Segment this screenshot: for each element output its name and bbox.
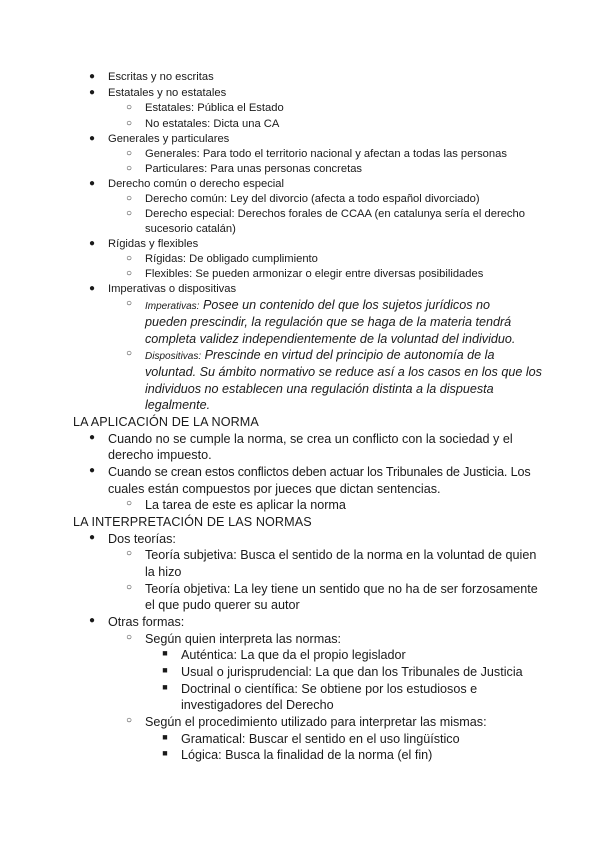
- list-item: ○ La tarea de este es aplicar la norma: [145, 498, 570, 512]
- filled-square-bullet-icon: ■: [162, 732, 168, 742]
- list-item: ○ Generales: Para todo el territorio nacional y afectan a todas las personas: [145, 148, 570, 160]
- filled-square-bullet-icon: ■: [162, 665, 168, 675]
- filled-square-bullet-icon: ■: [162, 682, 168, 692]
- list-item: ● Cuando se crean estos conflictos deben actuar los Tribunales de Justicia. Los: [108, 465, 570, 479]
- filled-circle-bullet-icon: ●: [88, 238, 96, 249]
- list-item: ○ Dispositivas: Prescinde en virtud del principio de autonomía de la: [145, 348, 570, 362]
- list-item: ○ Según quien interpreta las normas:: [145, 632, 570, 646]
- list-item-continuation: cuales están compuestos por jueces que dictan sentencias.: [108, 482, 441, 496]
- list-item: ● Imperativas o dispositivas: [108, 283, 570, 295]
- list-item-continuation: sucesorio catalán): [145, 223, 236, 235]
- filled-circle-bullet-icon: ●: [88, 178, 96, 189]
- list-item: ● Escritas y no escritas: [108, 71, 570, 83]
- hollow-circle-bullet-icon: ○: [125, 118, 133, 129]
- list-item: ● Estatales y no estatales: [108, 87, 570, 99]
- list-item-continuation: la hizo: [145, 565, 182, 579]
- list-item: ■ Lógica: Busca la finalidad de la norma (el fin): [181, 748, 570, 762]
- list-item: ○ Rígidas: De obligado cumplimiento: [145, 253, 570, 265]
- hollow-circle-bullet-icon: ○: [125, 632, 133, 643]
- list-item-continuation: derecho impuesto.: [108, 448, 212, 462]
- list-item: ■ Doctrinal o científica: Se obtiene por los estudiosos e: [181, 682, 570, 696]
- hollow-circle-bullet-icon: ○: [125, 582, 133, 593]
- filled-square-bullet-icon: ■: [162, 748, 168, 758]
- list-item: ■ Usual o jurisprudencial: La que dan los Tribunales de Justicia: [181, 665, 570, 679]
- definition-label: Dispositivas:: [145, 351, 202, 362]
- hollow-circle-bullet-icon: ○: [125, 715, 133, 726]
- hollow-circle-bullet-icon: ○: [125, 148, 133, 159]
- filled-circle-bullet-icon: ●: [88, 615, 96, 626]
- filled-circle-bullet-icon: ●: [88, 432, 96, 443]
- list-item: ○ Estatales: Pública el Estado: [145, 102, 570, 114]
- section-heading: LA INTERPRETACIÓN DE LAS NORMAS: [73, 515, 312, 529]
- hollow-circle-bullet-icon: ○: [125, 163, 133, 174]
- filled-circle-bullet-icon: ●: [88, 532, 96, 543]
- list-item: ■ Auténtica: La que da el propio legislador: [181, 648, 570, 662]
- list-item-continuation: pueden prescindir, la regulación que se haga de la materia tendrá: [145, 315, 512, 329]
- hollow-circle-bullet-icon: ○: [125, 102, 133, 113]
- list-item: ● Generales y particulares: [108, 133, 570, 145]
- filled-circle-bullet-icon: ●: [89, 465, 95, 476]
- hollow-circle-bullet-icon: ○: [125, 268, 133, 279]
- list-item: ○ Flexibles: Se pueden armonizar o elegir entre diversas posibilidades: [145, 268, 570, 280]
- list-item-continuation: legalmente.: [145, 398, 211, 412]
- hollow-circle-bullet-icon: ○: [125, 548, 133, 559]
- hollow-circle-bullet-icon: ○: [125, 498, 133, 509]
- list-item: ○ Particulares: Para unas personas concretas: [145, 163, 570, 175]
- list-item: ● Otras formas:: [108, 615, 570, 629]
- hollow-circle-bullet-icon: ○: [125, 193, 133, 204]
- filled-square-bullet-icon: ■: [162, 648, 168, 658]
- filled-circle-bullet-icon: ●: [88, 283, 96, 294]
- filled-circle-bullet-icon: ●: [88, 133, 96, 144]
- filled-circle-bullet-icon: ●: [88, 71, 96, 82]
- filled-circle-bullet-icon: ●: [88, 87, 96, 98]
- hollow-circle-bullet-icon: ○: [125, 208, 133, 219]
- list-item: ○ Teoría objetiva: La ley tiene un sentido que no ha de ser forzosamente: [145, 582, 570, 596]
- list-item: ■ Gramatical: Buscar el sentido en el uso lingüístico: [181, 732, 570, 746]
- list-item: ○ Teoría subjetiva: Busca el sentido de la norma en la voluntad de quien: [145, 548, 570, 562]
- list-item-continuation: investigadores del Derecho: [181, 698, 334, 712]
- list-item: ● Rígidas y flexibles: [108, 238, 570, 250]
- list-item-continuation: individuos no establecen una regulación distinta a la dispuesta: [145, 382, 494, 396]
- hollow-circle-bullet-icon: ○: [125, 298, 133, 309]
- list-item: ● Cuando no se cumple la norma, se crea un conflicto con la sociedad y el: [108, 432, 570, 446]
- definition-label: Imperativas:: [145, 301, 200, 312]
- section-heading: LA APLICACIÓN DE LA NORMA: [73, 415, 259, 429]
- list-item-continuation: voluntad. Su ámbito normativo se reduce así a los casos en los que los: [145, 365, 542, 379]
- list-item: ○ Según el procedimiento utilizado para interpretar las mismas:: [145, 715, 570, 729]
- list-item: ● Dos teorías:: [108, 532, 570, 546]
- hollow-circle-bullet-icon: ○: [125, 348, 133, 359]
- list-item: ○ Derecho común: Ley del divorcio (afecta a todo español divorciado): [145, 193, 570, 205]
- list-item: ○ Derecho especial: Derechos forales de CCAA (en catalunya sería el derecho: [145, 208, 570, 220]
- list-item: ○ No estatales: Dicta una CA: [145, 118, 570, 130]
- list-item: ● Derecho común o derecho especial: [108, 178, 570, 190]
- hollow-circle-bullet-icon: ○: [125, 253, 133, 264]
- list-item-continuation: el que pudo querer su autor: [145, 598, 300, 612]
- list-item-continuation: completa validez independientemente de la voluntad del individuo.: [145, 332, 516, 346]
- list-item: ○ Imperativas: Posee un contenido del que los sujetos jurídicos no: [145, 298, 570, 312]
